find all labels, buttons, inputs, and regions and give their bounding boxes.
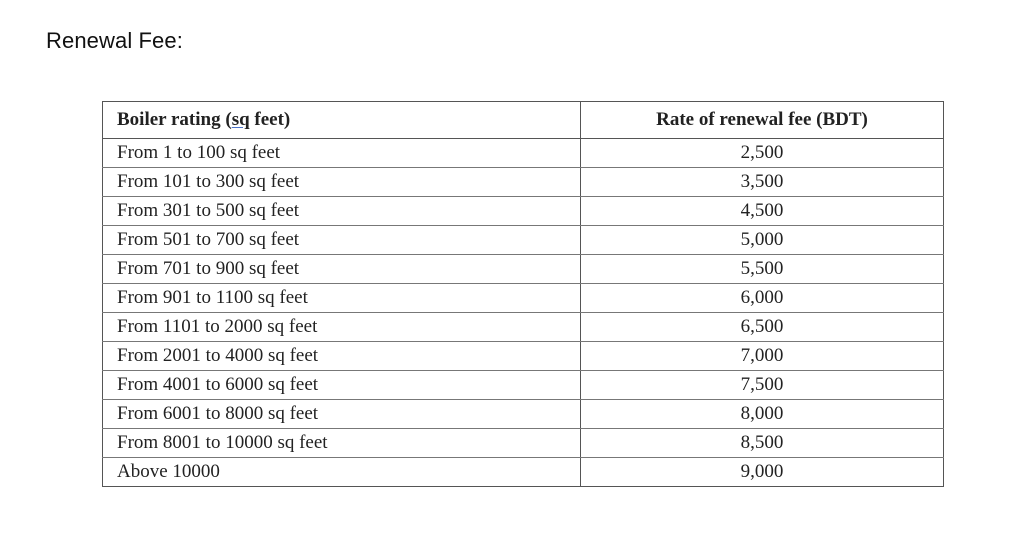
header-boiler-rating bbox=[103, 102, 581, 139]
table-row bbox=[103, 284, 944, 313]
cell-renewal-fee: 6,000 bbox=[581, 284, 944, 313]
renewal-fee-table bbox=[102, 101, 944, 487]
table-header-row bbox=[103, 102, 944, 139]
table-row bbox=[103, 226, 944, 255]
cell-boiler-rating: From 1101 to 2000 sq feet bbox=[103, 313, 581, 342]
cell-renewal-fee: 3,500 bbox=[581, 168, 944, 197]
table-row bbox=[103, 139, 944, 168]
cell-boiler-rating: From 8001 to 10000 sq feet bbox=[103, 429, 581, 458]
cell-boiler-rating: From 901 to 1100 sq feet bbox=[103, 284, 581, 313]
table-row bbox=[103, 458, 944, 487]
table-row bbox=[103, 429, 944, 458]
cell-renewal-fee: 6,500 bbox=[581, 313, 944, 342]
table-row bbox=[103, 197, 944, 226]
cell-renewal-fee: 9,000 bbox=[581, 458, 944, 487]
cell-renewal-fee: 2,500 bbox=[581, 139, 944, 168]
cell-renewal-fee: 8,500 bbox=[581, 429, 944, 458]
table-row bbox=[103, 255, 944, 284]
table-row bbox=[103, 371, 944, 400]
table-row bbox=[103, 342, 944, 371]
header-rating-prefix: Boiler rating ( bbox=[117, 109, 232, 130]
cell-boiler-rating: From 101 to 300 sq feet bbox=[103, 168, 581, 197]
header-renewal-fee: Rate of renewal fee (BDT) bbox=[581, 102, 944, 139]
cell-boiler-rating: From 1 to 100 sq feet bbox=[103, 139, 581, 168]
cell-boiler-rating: From 2001 to 4000 sq feet bbox=[103, 342, 581, 371]
table-row bbox=[103, 313, 944, 342]
cell-renewal-fee: 5,000 bbox=[581, 226, 944, 255]
header-rating-unit: sq bbox=[231, 109, 250, 130]
page-heading: Renewal Fee: bbox=[46, 28, 183, 53]
table-row bbox=[103, 168, 944, 197]
cell-boiler-rating: From 6001 to 8000 sq feet bbox=[103, 400, 581, 429]
cell-renewal-fee: 7,000 bbox=[581, 342, 944, 371]
cell-boiler-rating: Above 10000 bbox=[103, 458, 581, 487]
cell-boiler-rating: From 501 to 700 sq feet bbox=[103, 226, 581, 255]
cell-boiler-rating: From 701 to 900 sq feet bbox=[103, 255, 581, 284]
header-rating-suffix: feet) bbox=[249, 109, 291, 130]
cell-boiler-rating: From 4001 to 6000 sq feet bbox=[103, 371, 581, 400]
table-row bbox=[103, 400, 944, 429]
cell-renewal-fee: 5,500 bbox=[581, 255, 944, 284]
cell-renewal-fee: 7,500 bbox=[581, 371, 944, 400]
cell-renewal-fee: 4,500 bbox=[581, 197, 944, 226]
cell-boiler-rating: From 301 to 500 sq feet bbox=[103, 197, 581, 226]
cell-renewal-fee: 8,000 bbox=[581, 400, 944, 429]
